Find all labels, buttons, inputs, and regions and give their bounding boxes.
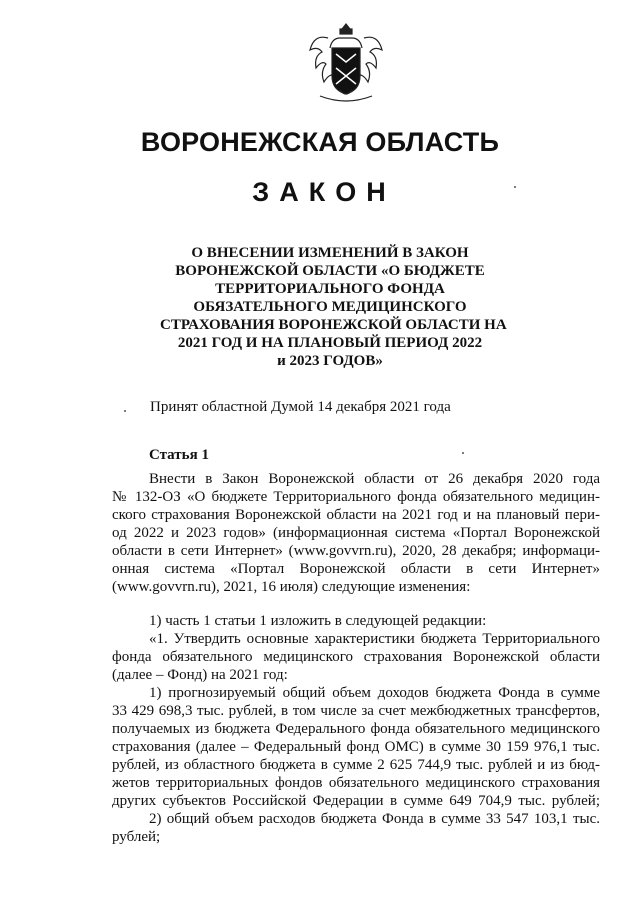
body-line: рублей;: [112, 829, 161, 845]
body-line: «1. Утвердить основные характеристики бюджета Территориального: [149, 631, 600, 647]
region-name: ВОРОНЕЖСКАЯ ОБЛАСТЬ: [140, 127, 500, 157]
coat-of-arms-emblem: [306, 20, 386, 102]
body-line: 33 429 698,3 тыс. рублей, в том числе за счет межбюджетных трансфертов,: [112, 703, 600, 719]
title-line: 2021 ГОД И НА ПЛАНОВЫЙ ПЕРИОД 2022: [177, 335, 483, 351]
title-line: и 2023 ГОДОВ»: [277, 353, 383, 369]
adoption-statement: Принят областной Думой 14 декабря 2021 года: [150, 399, 451, 415]
body-line: 1) часть 1 статьи 1 изложить в следующей редакции:: [149, 613, 487, 629]
body-line: фонда обязательного медицинского страхования Воронежской области: [112, 649, 600, 665]
body-line: 1) прогнозируемый общий объем доходов бюджета Фонда в сумме: [149, 685, 600, 701]
body-line: од 2022 и 2023 годов» (информационная система «Портал Воронежской: [112, 525, 600, 541]
article-heading: Статья 1: [149, 447, 209, 463]
body-line: Внести в Закон Воронежской области от 26 декабря 2020 года: [149, 471, 600, 487]
title-line: ВОРОНЕЖСКОЙ ОБЛАСТИ «О БЮДЖЕТЕ: [175, 263, 485, 279]
title-line: ОБЯЗАТЕЛЬНОГО МЕДИЦИНСКОГО: [193, 299, 467, 315]
body-line: области в сети Интернет» (www.govvrn.ru), 2020, 28 декабря; информаци-: [112, 543, 600, 559]
body-line: онная система «Портал Воронежской области в сети Интернет»: [112, 561, 600, 577]
title-line: О ВНЕСЕНИИ ИЗМЕНЕНИЙ В ЗАКОН: [191, 245, 469, 261]
body-line: (далее – Фонд) на 2021 год:: [112, 667, 288, 683]
scan-speck: [514, 186, 516, 188]
law-title: [160, 244, 507, 370]
body-line: (www.govvrn.ru), 2021, 16 июля) следующие изменения:: [112, 579, 471, 595]
body-line: страхования (далее – Федеральный фонд ОМС) в сумме 30 159 976,1 тыс.: [112, 739, 600, 755]
body-line: жетов территориальных фондов обязательного медицинского страхования: [112, 775, 600, 791]
body-line: других субъектов Российской Федерации в сумме 649 704,9 тыс. рублей;: [112, 793, 600, 809]
body-line: рублей, из областного бюджета в сумме 2 625 744,9 тыс. рублей и из бюд-: [112, 757, 600, 773]
document-type: ЗАКОН: [252, 177, 396, 207]
scan-speck: [124, 410, 126, 412]
title-line: ТЕРРИТОРИАЛЬНОГО ФОНДА: [215, 281, 445, 297]
body-line: ского страхования Воронежской области на 2021 год и на плановый пери-: [112, 507, 600, 523]
body-line: 2) общий объем расходов бюджета Фонда в сумме 33 547 103,1 тыс.: [149, 811, 600, 827]
scan-speck: [462, 452, 464, 454]
body-line: № 132-ОЗ «О бюджете Территориального фонда обязательного медицин-: [112, 489, 600, 505]
title-line: СТРАХОВАНИЯ ВОРОНЕЖСКОЙ ОБЛАСТИ НА: [160, 317, 507, 333]
body-line: получаемых из бюджета Федерального фонда обязательного медицинского: [112, 721, 600, 737]
